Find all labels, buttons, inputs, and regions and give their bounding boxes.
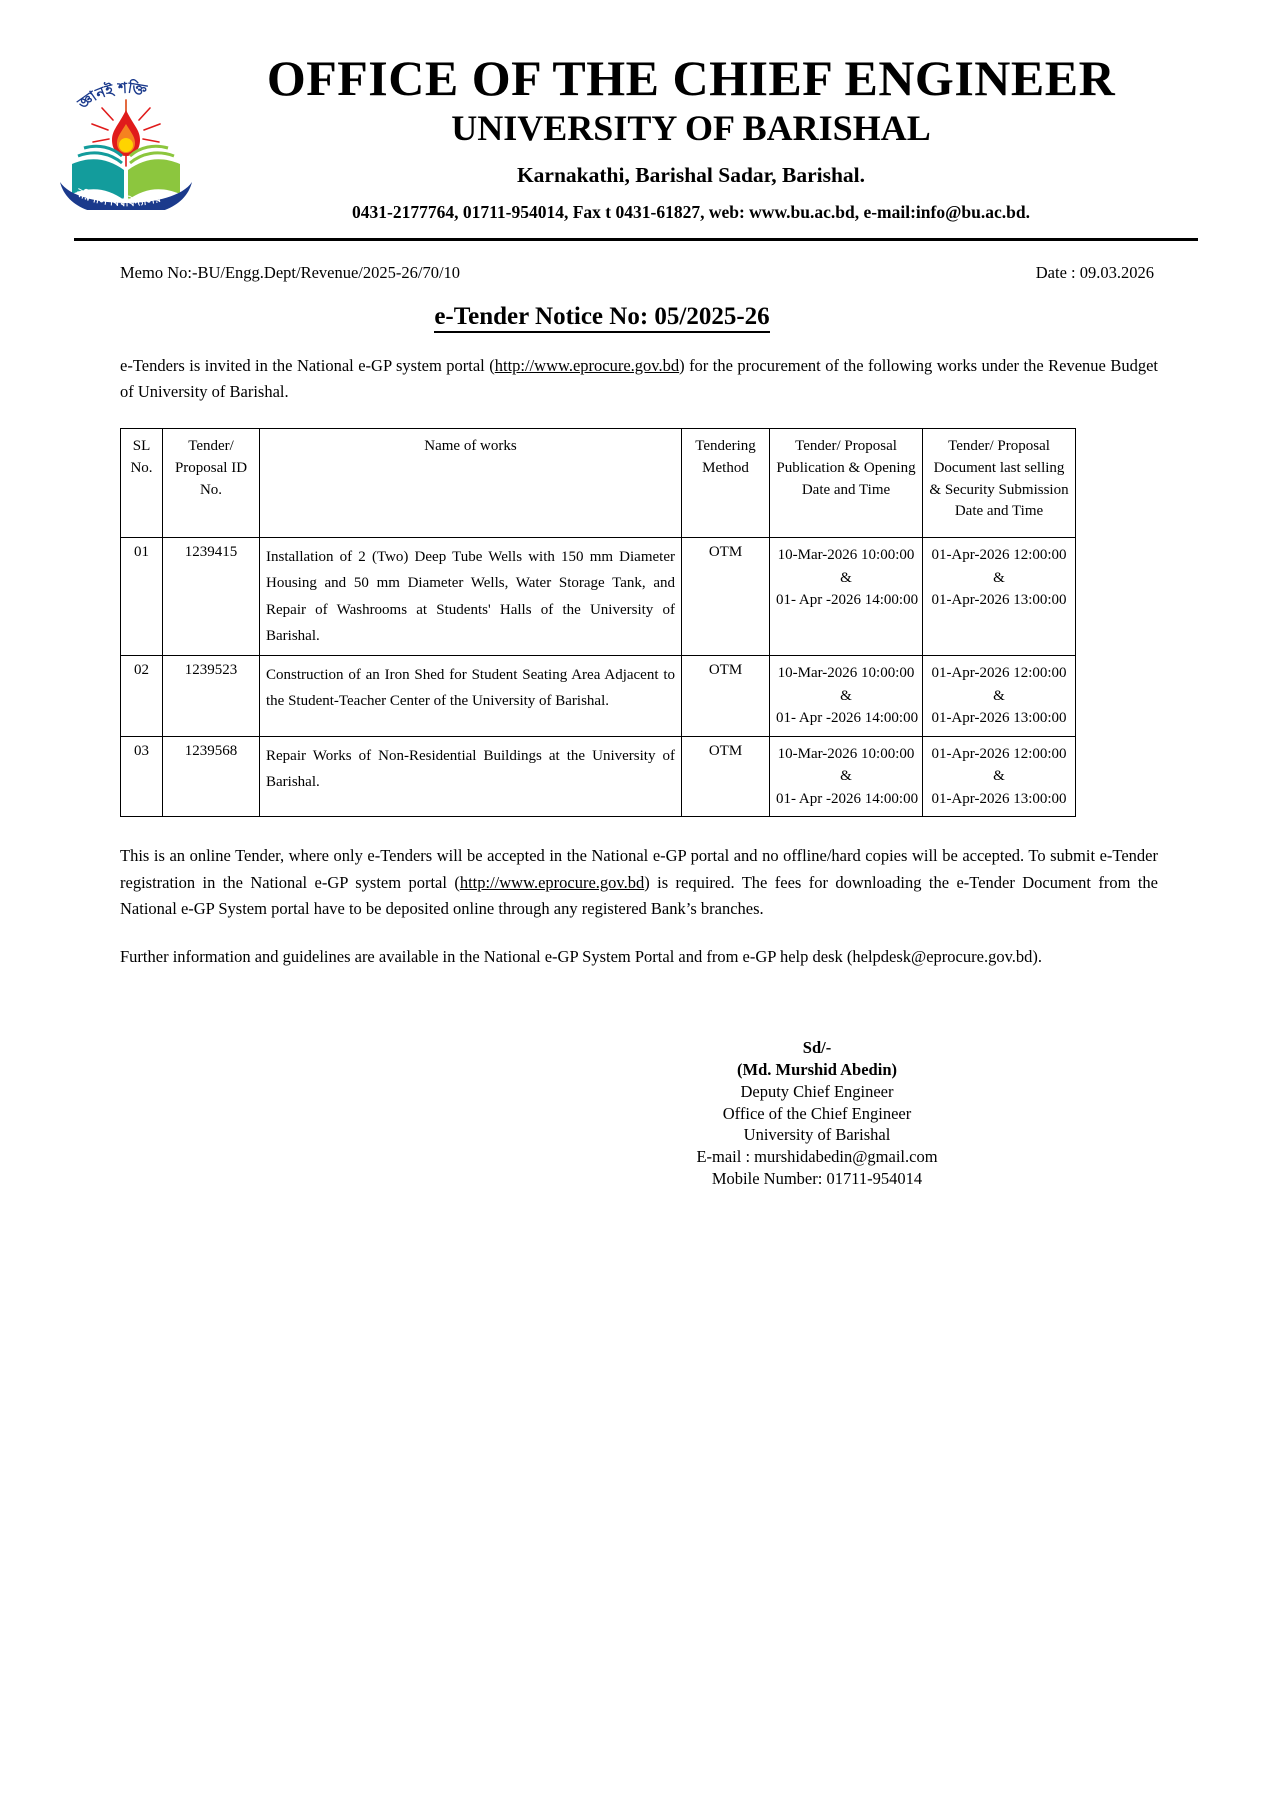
doc-date-selling: 01-Apr-2026 12:00:00 [931, 745, 1067, 762]
doc-ampersand: & [993, 687, 1005, 704]
svg-text:বরিশাল বিশ্ববিদ্যালয়: বরিশাল বিশ্ববিদ্যালয় [73, 186, 163, 210]
cell-sl: 01 [121, 538, 163, 656]
doc-date-selling: 01-Apr-2026 12:00:00 [931, 547, 1067, 564]
cell-sl: 02 [121, 656, 163, 737]
signatory-university: University of Barishal [743, 1125, 891, 1145]
cell-publication [770, 736, 923, 817]
memo-row [120, 263, 1194, 283]
pub-ampersand: & [840, 687, 852, 704]
col-header-sl: SL No. [121, 429, 163, 538]
cell-document [923, 538, 1076, 656]
cell-id: 1239523 [163, 656, 260, 737]
doc-ampersand: & [993, 768, 1005, 785]
eprocure-portal-link-2[interactable]: http://www.eprocure.gov.bd [459, 872, 645, 892]
university-crest-icon [56, 60, 196, 210]
office-contact: 0431-2177764, 01711-954014, Fax t 0431-61827, web: www.bu.ac.bd, e-mail:info@bu.ac.bd. [352, 202, 1030, 223]
col-header-document: Tender/ Proposal Document last selling & Security Submission Date and Time [923, 429, 1076, 538]
table-header-row [121, 429, 1076, 538]
doc-date-security: 01-Apr-2026 13:00:00 [931, 790, 1067, 807]
pub-date-open: 10-Mar-2026 10:00:00 [777, 745, 915, 762]
cell-method: OTM [682, 656, 770, 737]
table-row [121, 656, 1076, 737]
cell-document [923, 656, 1076, 737]
letterhead [0, 0, 1272, 241]
further-info-paragraph: Further information and guidelines are available in the National e-GP System Portal and from e-GP help desk (helpdesk@eprocure.gov.bd). [120, 947, 1042, 967]
col-header-id: Tender/ Proposal ID No. [163, 429, 260, 538]
page-title: OFFICE OF THE CHIEF ENGINEER [266, 50, 1116, 106]
intro-paragraph [120, 353, 1194, 404]
pub-ampersand: & [840, 768, 852, 785]
svg-text:জ্ঞানই শক্তি: জ্ঞানই শক্তি [74, 79, 149, 113]
table-row [121, 538, 1076, 656]
doc-ampersand: & [993, 569, 1005, 586]
tender-table [120, 428, 1076, 817]
cell-method: OTM [682, 736, 770, 817]
document-body [0, 241, 1272, 1190]
pub-date-close: 01- Apr -2026 14:00:00 [776, 710, 919, 727]
pub-ampersand: & [840, 569, 852, 586]
col-header-publication: Tender/ Proposal Publication & Opening Date and Time [770, 429, 923, 538]
cell-id: 1239568 [163, 736, 260, 817]
signatory-designation: Deputy Chief Engineer [740, 1081, 894, 1101]
cell-method: OTM [682, 538, 770, 656]
signatory-mobile: Mobile Number: 01711-954014 [711, 1169, 923, 1189]
signature-block [120, 1037, 1194, 1191]
signature-sd: Sd/- [802, 1037, 832, 1057]
online-tender-paragraph [120, 843, 1194, 922]
signatory-name: (Md. Murshid Abedin) [737, 1059, 897, 1079]
notice-title [120, 303, 1194, 331]
p1-text-before: This is an online Tender, where only e-Tenders will be accepted in the National e-GP portal and no offline/hard copies will be accepted. To submit e-Tender registration in the National e-GP system portal ( [120, 846, 1158, 892]
signatory-office: Office of the Chief Engineer [722, 1103, 912, 1123]
eprocure-portal-link[interactable]: http://www.eprocure.gov.bd [494, 356, 680, 375]
cell-publication [770, 656, 923, 737]
signatory-email: E-mail : murshidabedin@gmail.com [696, 1147, 938, 1167]
col-header-name: Name of works [260, 429, 682, 538]
cell-publication [770, 538, 923, 656]
intro-text-after: ) for the procurement of the following works under the Revenue Budget of University of Barishal. [120, 356, 1158, 401]
cell-name: Repair Works of Non-Residential Buildings at the University of Barishal. [260, 736, 682, 817]
pub-date-close: 01- Apr -2026 14:00:00 [776, 790, 919, 807]
university-name: UNIVERSITY OF BARISHAL [451, 108, 931, 148]
pub-date-open: 10-Mar-2026 10:00:00 [777, 665, 915, 682]
pub-date-close: 01- Apr -2026 14:00:00 [776, 592, 919, 609]
intro-text-before: e-Tenders is invited in the National e-GP system portal ( [120, 356, 495, 375]
cell-id: 1239415 [163, 538, 260, 656]
memo-date: Date : 09.03.2026 [1035, 263, 1154, 282]
office-address: Karnakathi, Barishal Sadar, Barishal. [516, 163, 866, 188]
doc-date-security: 01-Apr-2026 13:00:00 [931, 710, 1067, 727]
cell-sl: 03 [121, 736, 163, 817]
notice-title-text: e-Tender Notice No: 05/2025-26 [434, 303, 769, 333]
memo-number: Memo No:-BU/Engg.Dept/Revenue/2025-26/70/10 [120, 263, 461, 282]
pub-date-open: 10-Mar-2026 10:00:00 [777, 547, 915, 564]
p1-text-after: ) is required. The fees for downloading the e-Tender Document from the National e-GP System portal have to be deposited online through any registered Bank’s branches. [120, 872, 1158, 918]
col-header-method: Tendering Method [682, 429, 770, 538]
doc-date-selling: 01-Apr-2026 12:00:00 [931, 665, 1067, 682]
table-row [121, 736, 1076, 817]
header-divider [74, 238, 1198, 241]
cell-document [923, 736, 1076, 817]
cell-name: Installation of 2 (Two) Deep Tube Wells with 150 mm Diameter Housing and 50 mm Diameter Wells, Water Storage Tank, and Repair of Washrooms at Students' Halls of the University of Barishal. [260, 538, 682, 656]
doc-date-security: 01-Apr-2026 13:00:00 [931, 592, 1067, 609]
cell-name: Construction of an Iron Shed for Student Seating Area Adjacent to the Student-Teacher Center of the University of Barishal. [260, 656, 682, 737]
